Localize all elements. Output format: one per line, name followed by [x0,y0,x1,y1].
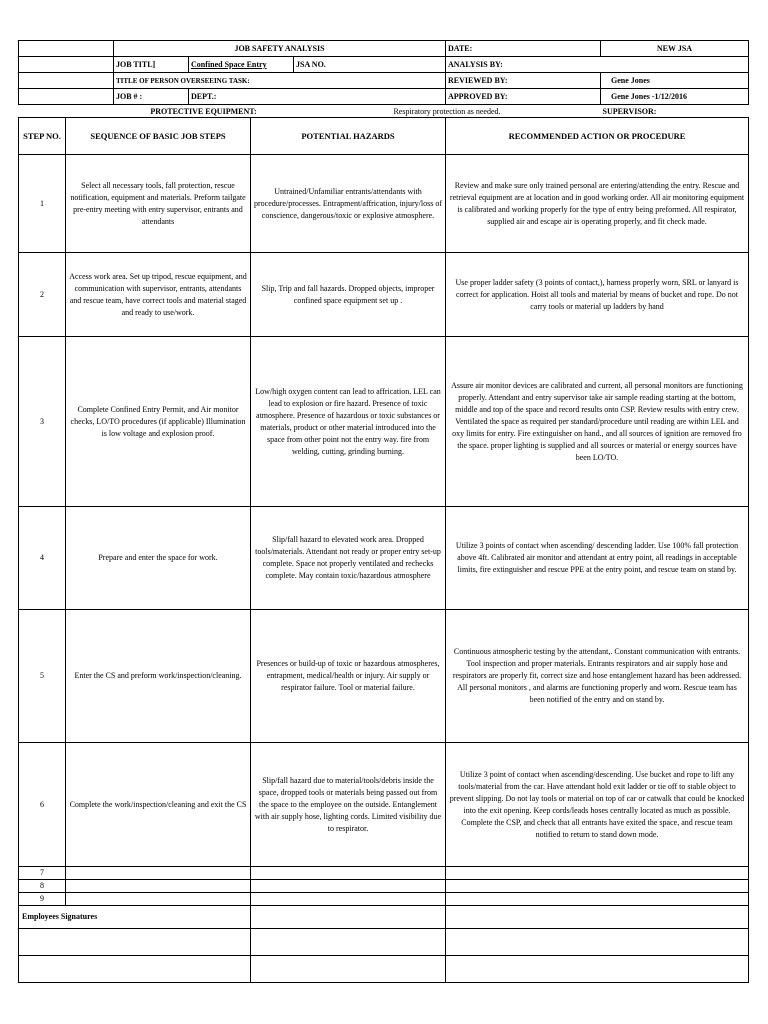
signature-row [19,929,749,956]
jsa-steps-table [18,117,749,983]
empty-step-row [19,880,749,893]
job-number-label: JOB # : [114,89,189,105]
step-sequence: Access work area. Set up tripod, rescue equipment, and communication with supervisor, entrants, attendants and rescue team, have correct tools and material staged and ready to use/work. [66,253,251,337]
step-row [19,743,749,867]
step-sequence: Complete the work/inspection/cleaning and exit the CS [66,743,251,867]
analysis-by-label: ANALYSIS BY: [446,57,749,73]
empty-step-row [19,893,749,906]
overseer-label: TITLE OF PERSON OVERSEEING TASK: [114,73,446,89]
dept-label: DEPT.: [189,89,446,105]
signature-field[interactable] [251,956,446,983]
step-hazards: Presences or build-up of toxic or hazardous atmospheres, entrapment, medical/health or injury. Air supply or respirator failure. Tool or material failure. [251,610,446,743]
signature-field[interactable] [446,956,749,983]
step-action: Utilize 3 points of contact when ascending/ descending ladder. Use 100% fall protection above 4ft. Calibrated air monitor and attendant at entry point, all readings in acceptable limits, fire extinguisher and rescue PPE at the entry point, and rescue team on stand by. [446,507,749,610]
signature-field[interactable] [19,956,251,983]
job-title-value: Confined Space Entry [189,57,294,73]
step-row [19,610,749,743]
date-label: DATE: [446,41,601,57]
signature-row [19,956,749,983]
step-number: 6 [19,743,66,867]
employees-signatures-label: Employees Signatures [19,906,251,929]
step-action: Continuous atmospheric testing by the attendant,. Constant communication with entrants. Tool inspection and proper materials. Entrants respirators and air supply hose and respirators are properly fit, correct size and hose entanglement hazard has been addressed. All personal monitors , and alarms are functioning properly and worn. Rescue team has been notified of the entry and on stand by. [446,610,749,743]
step-hazards: Low/high oxygen content can lead to affrication. LEL can lead to explosion or fire hazard. Presence of toxic atmosphere. Presence of hazardous or toxic substances or materials, product or other material introduced into the space from other point not the entry way. fire from welding, cutting, grinding burning. [251,337,446,507]
step-action: Use proper ladder safety (3 points of contact,), harness properly worn, SRL or lanyard is correct for application. Hoist all tools and material by means of bucket and rope. Do not carry tools or material up ladders by hand [446,253,749,337]
supervisor-label: SUPERVISOR: [602,106,657,116]
column-header-action: RECOMMENDED ACTION OR PROCEDURE [446,118,749,155]
reviewed-by-value: Gene Jones [601,73,749,89]
empty-step-row [19,867,749,880]
step-action: Assure air monitor devices are calibrated and current, all personal monitors are functioning properly. Attendant and entry supervisor take air sample reading starting at the bottom, middle and top of the space and record results onto CSP. Review results with entry crew. Ventilated the space as required per standard/procedure until reading are within LEL and oxy limits for entry. Fire extinguisher on hand., and all sources of ignition are removed fro the space. proper lighting is supplied and all sources or material or energy sources have been LO/TO. [446,337,749,507]
step-number: 7 [19,867,66,880]
step-number: 8 [19,880,66,893]
step-sequence: Complete Confined Entry Permit, and Air monitor checks, LO/TO procedures (if applicable) Illumination is low voltage and explosion proof. [66,337,251,507]
step-hazards: Slip, Trip and fall hazards. Dropped objects, improper confined space equipment set up . [251,253,446,337]
jsa-no-label: JSA NO. [294,57,446,73]
step-row [19,337,749,507]
jsa-sheet [18,40,748,983]
column-header-step: STEP NO. [19,118,66,155]
reviewed-by-label: REVIEWED BY: [446,73,601,89]
step-number: 5 [19,610,66,743]
step-row [19,155,749,253]
signature-field[interactable] [251,929,446,956]
step-number: 3 [19,337,66,507]
column-header-sequence: SEQUENCE OF BASIC JOB STEPS [66,118,251,155]
step-action: Utilize 3 point of contact when ascending/descending. Use bucket and rope to lift any tools/material from the car. Have attendant hold exit ladder or tie off to stable object to prevent slipping. Do not lay tools or material on top of car or catwalk that could be knocked into the exit opening. Keep cords/leads hoses centrally located as much as possible. Complete the CSP, and check that all entrants have exited the space, and rescue team notified to return to stand down mode. [446,743,749,867]
step-sequence: Select all necessary tools, fall protection, rescue notification, equipment and materials. Preform tailgate pre-entry meeting with entry supervisor, entrants and attendants [66,155,251,253]
signature-field[interactable] [446,929,749,956]
step-number: 4 [19,507,66,610]
header-table [18,40,749,117]
column-header-hazards: POTENTIAL HAZARDS [251,118,446,155]
step-sequence: Enter the CS and preform work/inspection/cleaning. [66,610,251,743]
step-row [19,507,749,610]
signature-field[interactable] [19,929,251,956]
step-sequence: Prepare and enter the space for work. [66,507,251,610]
step-number: 9 [19,893,66,906]
approved-by-label: APPROVED BY: [446,89,601,105]
step-hazards: Untrained/Unfamiliar entrants/attendants with procedure/processes. Entrapment/affrication, injury/loss of conscience, dangerous/toxic or explosive atmosphere. [251,155,446,253]
step-number: 2 [19,253,66,337]
step-row [19,253,749,337]
step-hazards: Slip/fall hazard to elevated work area. Dropped tools/materials. Attendant not ready or proper entry set-up complete. Space not properly ventilated and rechecks complete. May contain toxic/hazardous atmosphere [251,507,446,610]
approved-by-value: Gene Jones -1/12/2016 [601,89,749,105]
protective-equipment-label: PROTECTIVE EQUIPMENT: [150,106,257,116]
document-title: JOB SAFETY ANALYSIS [114,41,446,57]
signatures-header-row [19,906,749,929]
column-header-row [19,118,749,155]
new-jsa-label: NEW JSA [601,41,749,57]
job-title-label: JOB TITL] [114,57,189,73]
step-action: Review and make sure only trained personal are entering/attending the entry. Rescue and retrieval equipment are at location and in good working order. All air monitoring equipment is calibrated and working properly for the type of entry being preformed. All respirator, supplied air and escape air is operating properly, and fit check made. [446,155,749,253]
step-number: 1 [19,155,66,253]
protective-equipment-value: Respiratory protection as needed. [393,106,501,116]
step-hazards: Slip/fall hazard due to material/tools/debris inside the space, dropped tools or materials being passed out from the space to the employee on the outside. Entanglement with air supply hose, lighting cords. Limited visibility due to respirator. [251,743,446,867]
